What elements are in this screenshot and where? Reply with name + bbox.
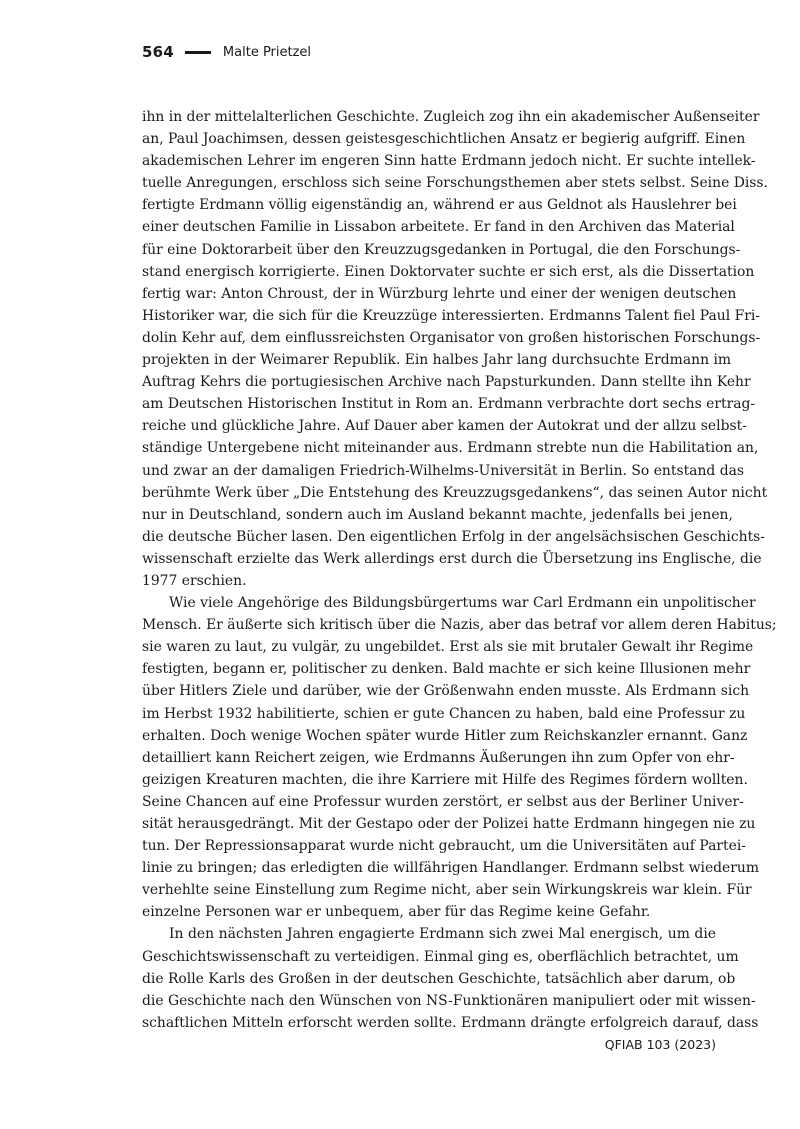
text-line: Wie viele Angehörige des Bildungsbürgertums war Carl Erdmann ein unpolitischer (169, 595, 756, 612)
text-line: Seine Chancen auf eine Professur wurden zerstört, er selbst aus der Berliner Univer- (142, 793, 744, 810)
text-line: linie zu bringen; das erledigten die willfährigen Handlanger. Erdmann selbst wiederum (142, 860, 760, 877)
text-line: nur in Deutschland, sondern auch im Ausland bekannt machte, jedenfalls bei jenen, (142, 506, 733, 523)
running-author: Malte Prietzel (222, 44, 312, 60)
text-line: an, Paul Joachimsen, dessen geistesgeschichtlichen Ansatz er begierig aufgriff. Einen (142, 131, 746, 148)
paragraph (142, 592, 777, 923)
text-line: Auftrag Kehrs die portugiesischen Archive nach Papsturkunden. Dann stellte ihn Kehr (142, 374, 751, 391)
text-line: für eine Doktorarbeit über den Kreuzzugsgedanken in Portugal, die den Forschungs- (142, 241, 741, 258)
text-line: sie waren zu laut, zu vulgär, zu ungebildet. Erst als sie mit brutaler Gewalt ihr Regime (142, 639, 754, 656)
text-line: Geschichtswissenschaft zu verteidigen. Einmal ging es, oberflächlich betrachtet, um (142, 948, 739, 965)
text-line: Mensch. Er äußerte sich kritisch über die Nazis, aber das betraf vor allem deren Habitus; (142, 617, 777, 634)
text-line: erhalten. Doch wenige Wochen später wurde Hitler zum Reichskanzler ernannt. Ganz (142, 727, 748, 744)
text-line: tun. Der Repressionsapparat wurde nicht gebraucht, um die Universitäten auf Partei- (142, 838, 746, 855)
text-line: festigten, begann er, politischer zu denken. Bald machte er sich keine Illusionen mehr (142, 661, 751, 678)
running-header (142, 43, 311, 61)
text-line: einer deutschen Familie in Lissabon arbeitete. Er fand in den Archiven das Material (142, 219, 735, 236)
text-line: und zwar an der damaligen Friedrich-Wilhelms-Universität in Berlin. So entstand das (142, 462, 744, 479)
text-line: fertigte Erdmann völlig eigenständig an, während er aus Geldnot als Hauslehrer bei (142, 197, 737, 214)
text-line: dolin Kehr auf, dem einflussreichsten Organisator von großen historischen Forschungs- (142, 329, 761, 346)
text-line: reiche und glückliche Jahre. Auf Dauer aber kamen der Autokrat und der allzu selbst- (142, 418, 747, 435)
text-line: tuelle Anregungen, erschloss sich seine Forschungsthemen aber stets selbst. Seine Diss. (142, 175, 768, 192)
paragraph (142, 106, 768, 592)
text-line: sität herausgedrängt. Mit der Gestapo oder der Polizei hatte Erdmann hingegen nie zu (142, 816, 756, 832)
header-rule (185, 51, 211, 54)
body-text (142, 106, 777, 1034)
paragraph (142, 923, 759, 1033)
text-line: stand energisch korrigierte. Einen Doktorvater suchte er sich erst, als die Dissertation (142, 263, 755, 280)
text-line: fertig war: Anton Chroust, der in Würzburg lehrte und einer der wenigen deutschen (142, 285, 737, 302)
text-line: im Herbst 1932 habilitierte, schien er gute Chancen zu haben, bald eine Professur zu (142, 705, 746, 722)
text-line: einzelne Personen war er unbequem, aber für das Regime keine Gefahr. (142, 904, 651, 921)
text-line: die Geschichte nach den Wünschen von NS-Funktionären manipuliert oder mit wissen- (142, 992, 756, 1009)
journal-footer: QFIAB 103 (2023) (604, 1037, 716, 1052)
text-line: die Rolle Karls des Großen in der deutschen Geschichte, tatsächlich aber darum, ob (142, 970, 736, 987)
text-line: die deutsche Bücher lasen. Den eigentlichen Erfolg in der angelsächsischen Geschichts- (142, 528, 765, 545)
text-line: akademischen Lehrer im engeren Sinn hatte Erdmann jedoch nicht. Er suchte intellek- (142, 153, 756, 170)
text-line: detailliert kann Reichert zeigen, wie Erdmanns Äußerungen ihn zum Opfer von ehr- (142, 749, 735, 766)
text-line: über Hitlers Ziele und darüber, wie der Größenwahn enden musste. Als Erdmann sich (142, 683, 750, 700)
text-line: ihn in der mittelalterlichen Geschichte. Zugleich zog ihn ein akademischer Außenseiter (142, 109, 760, 125)
text-line: am Deutschen Historischen Institut in Rom an. Erdmann verbrachte dort sechs ertrag- (142, 396, 756, 413)
text-line: ständige Untergebene nicht miteinander aus. Erdmann strebte nun die Habilitation an, (142, 440, 759, 457)
text-line: wissenschaft erzielte das Werk allerdings erst durch die Übersetzung ins Englische, die (142, 550, 762, 567)
text-line: Historiker war, die sich für die Kreuzzüge interessierten. Erdmanns Talent fiel Paul Fri- (142, 307, 761, 324)
text-line: 1977 erschien. (142, 572, 247, 589)
text-line: projekten in der Weimarer Republik. Ein halbes Jahr lang durchsuchte Erdmann im (142, 352, 732, 369)
page-number: 564 (142, 43, 174, 61)
text-line: verhehlte seine Einstellung zum Regime nicht, aber sein Wirkungskreis war klein. Für (142, 882, 752, 899)
text-line: In den nächsten Jahren engagierte Erdmann sich zwei Mal energisch, um die (169, 926, 716, 943)
text-line: schaftlichen Mitteln erforscht werden sollte. Erdmann drängte erfolgreich darauf, dass (142, 1014, 759, 1031)
text-line: geizigen Kreaturen machten, die ihre Karriere mit Hilfe des Regimes fördern wollten. (142, 771, 748, 788)
text-line: berühmte Werk über „Die Entstehung des Kreuzzugsgedankens“, das seinen Autor nicht (142, 484, 768, 501)
